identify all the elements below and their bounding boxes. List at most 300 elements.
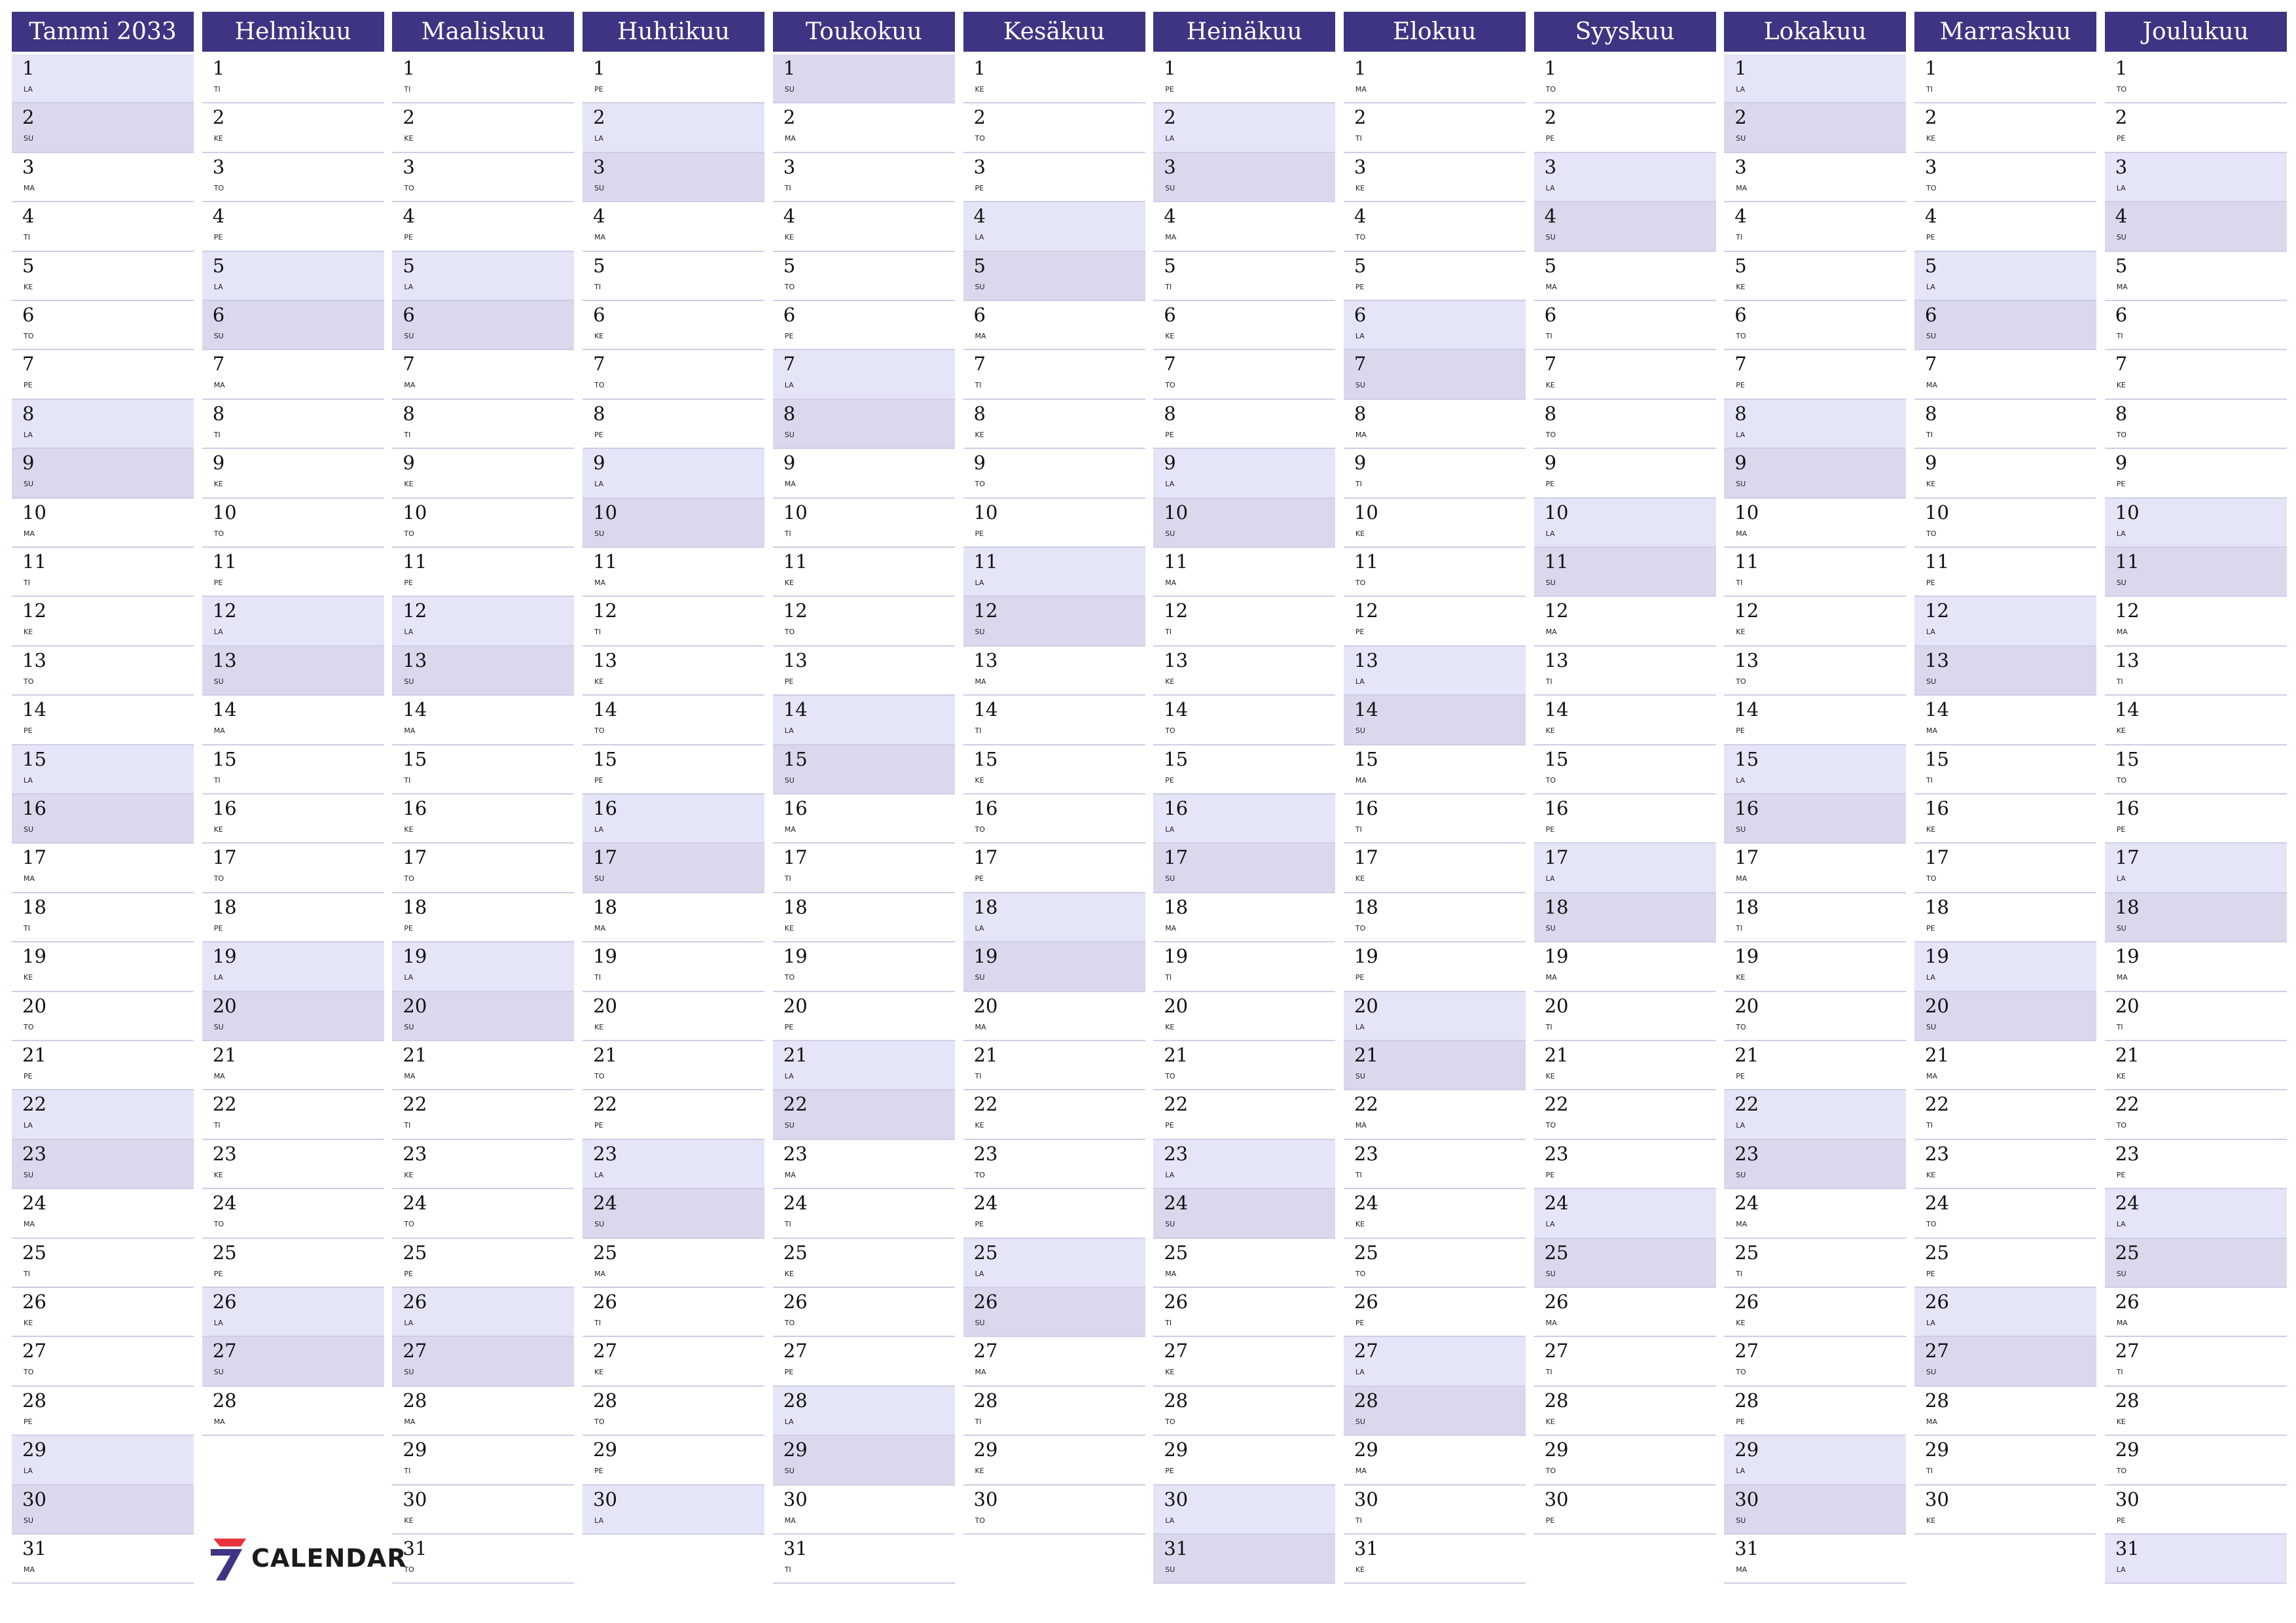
day-number: 7	[22, 353, 35, 376]
day-number: 20	[593, 994, 617, 1017]
day-cell	[1153, 597, 1335, 646]
day-cell	[1724, 942, 1906, 991]
day-cell	[392, 449, 574, 498]
month-title: Tammi 2033	[12, 12, 194, 52]
weekday-label: TI	[1355, 1516, 1362, 1525]
day-number: 12	[2115, 599, 2140, 622]
day-number: 13	[973, 649, 998, 671]
day-number: 25	[973, 1241, 998, 1264]
weekday-label: PE	[404, 579, 413, 587]
weekday-label: LA	[404, 282, 414, 291]
day-cell	[963, 400, 1145, 449]
day-cell	[1153, 499, 1335, 548]
weekday-label: KE	[784, 923, 794, 933]
weekday-label: SU	[1736, 1516, 1746, 1525]
day-number: 12	[1354, 599, 1378, 622]
day-number: 18	[1354, 895, 1378, 918]
day-cell	[963, 597, 1145, 646]
day-cell	[1534, 1090, 1716, 1139]
day-cell	[963, 745, 1145, 794]
weekday-label: MA	[1545, 628, 1557, 637]
day-number: 19	[2115, 945, 2140, 968]
weekday-label: SU	[213, 1022, 224, 1031]
day-number: 1	[212, 57, 225, 79]
weekday-label: PE	[1165, 430, 1174, 439]
weekday-label: LA	[594, 1516, 603, 1525]
day-number: 29	[783, 1438, 808, 1461]
day-cell	[583, 54, 764, 103]
month-title: Heinäkuu	[1153, 12, 1335, 52]
day-cell	[202, 942, 384, 991]
day-number: 22	[973, 1093, 998, 1116]
weekday-label: PE	[24, 1417, 33, 1426]
day-number: 11	[22, 550, 46, 573]
day-number: 11	[1734, 550, 1759, 573]
day-number: 3	[783, 155, 796, 178]
weekday-label: KE	[975, 776, 984, 785]
weekday-label: SU	[2116, 923, 2126, 933]
day-number: 1	[2115, 57, 2128, 79]
weekday-label: TI	[784, 1220, 791, 1229]
day-number: 6	[212, 304, 225, 326]
day-cell	[963, 1337, 1145, 1386]
day-cell	[202, 499, 384, 548]
weekday-label: KE	[1926, 1170, 1936, 1179]
day-number: 11	[403, 550, 427, 573]
weekday-label: SU	[213, 677, 224, 686]
day-number: 17	[22, 846, 46, 869]
day-number: 22	[2115, 1093, 2140, 1116]
day-cell	[2105, 992, 2287, 1041]
weekday-label: TI	[1355, 480, 1362, 489]
day-cell	[1153, 153, 1335, 202]
day-number: 21	[212, 1044, 237, 1066]
day-number: 21	[403, 1044, 427, 1066]
day-number: 5	[403, 254, 415, 277]
day-cell	[392, 1140, 574, 1189]
weekday-label: MA	[404, 726, 416, 736]
day-cell	[1914, 153, 2096, 202]
day-cell	[1344, 1288, 1526, 1337]
weekday-label: KE	[213, 1170, 223, 1179]
day-cell	[773, 696, 955, 745]
day-number: 19	[783, 945, 808, 968]
day-cell	[1914, 893, 2096, 942]
weekday-label: TI	[975, 1072, 982, 1080]
day-number: 27	[22, 1340, 46, 1363]
weekday-label: KE	[1545, 381, 1555, 390]
weekday-label: KE	[594, 332, 604, 340]
weekday-label: KE	[1736, 1319, 1746, 1327]
day-number: 10	[1164, 501, 1189, 524]
day-number: 22	[783, 1093, 808, 1116]
weekday-label: SU	[784, 430, 795, 439]
weekday-label: PE	[784, 1022, 794, 1031]
day-number: 6	[1925, 304, 1937, 326]
day-number: 12	[593, 599, 617, 622]
weekday-label: TI	[594, 973, 601, 982]
day-cell	[773, 202, 955, 251]
day-cell	[1724, 301, 1906, 350]
day-cell	[12, 1189, 194, 1238]
day-number: 4	[1925, 205, 1937, 228]
day-number: 2	[212, 106, 225, 129]
month-column	[202, 12, 384, 1426]
day-number: 23	[783, 1142, 808, 1165]
day-cell	[202, 1239, 384, 1288]
day-cell	[1344, 1189, 1526, 1238]
weekday-label: TI	[213, 1121, 221, 1130]
weekday-label: SU	[1736, 1170, 1746, 1179]
day-cell	[583, 1189, 764, 1238]
weekday-label: MA	[1926, 381, 1938, 390]
weekday-label: LA	[2116, 183, 2126, 192]
day-number: 1	[973, 57, 986, 79]
day-cell	[2105, 745, 2287, 794]
weekday-label: LA	[784, 381, 794, 390]
weekday-label: MA	[1165, 579, 1177, 587]
day-number: 16	[2115, 797, 2140, 819]
day-number: 12	[212, 599, 237, 622]
weekday-label: SU	[1926, 677, 1937, 686]
day-cell	[202, 1337, 384, 1386]
weekday-label: MA	[1355, 430, 1367, 439]
weekday-label: MA	[404, 1417, 416, 1426]
day-cell	[773, 1189, 955, 1238]
day-number: 9	[973, 452, 986, 474]
month-column	[1724, 12, 1906, 1574]
weekday-label: SU	[784, 85, 795, 94]
day-number: 18	[973, 895, 998, 918]
weekday-label: LA	[24, 1121, 33, 1130]
weekday-label: TI	[404, 1467, 411, 1476]
weekday-label: LA	[1165, 1516, 1175, 1525]
weekday-label: TO	[1926, 183, 1937, 192]
weekday-label: TO	[1736, 1368, 1746, 1377]
day-cell	[2105, 548, 2287, 597]
day-cell	[1344, 1041, 1526, 1090]
day-number: 31	[1164, 1537, 1189, 1560]
day-cell	[1344, 992, 1526, 1041]
weekday-label: SU	[24, 1516, 34, 1525]
month-column	[1914, 12, 2096, 1525]
weekday-label: PE	[1355, 282, 1365, 291]
day-cell	[1344, 1337, 1526, 1386]
day-cell	[1344, 400, 1526, 449]
weekday-label: TI	[213, 85, 221, 94]
weekday-label: KE	[1355, 183, 1365, 192]
day-number: 20	[1734, 994, 1759, 1017]
weekday-label: SU	[1165, 874, 1175, 883]
day-number: 19	[212, 945, 237, 968]
weekday-label: PE	[404, 233, 413, 242]
day-cell	[1534, 1041, 1716, 1090]
day-cell	[2105, 301, 2287, 350]
day-cell	[202, 202, 384, 251]
day-number: 28	[1734, 1389, 1759, 1412]
weekday-label: SU	[594, 1220, 605, 1229]
weekday-label: MA	[1165, 233, 1177, 242]
day-cell	[583, 202, 764, 251]
day-number: 6	[22, 304, 35, 326]
day-number: 28	[783, 1389, 808, 1412]
day-number: 5	[2115, 254, 2128, 277]
day-number: 18	[1164, 895, 1189, 918]
day-number: 7	[1925, 353, 1937, 376]
day-cell	[773, 1486, 955, 1535]
day-cell	[1534, 400, 1716, 449]
weekday-label: TI	[594, 1319, 601, 1327]
weekday-label: MA	[594, 233, 606, 242]
day-number: 7	[2115, 353, 2128, 376]
weekday-label: KE	[1736, 628, 1746, 637]
day-cell	[1914, 942, 2096, 991]
weekday-label: TI	[1926, 1467, 1933, 1476]
day-cell	[12, 794, 194, 844]
day-cell	[963, 252, 1145, 301]
day-cell	[202, 1288, 384, 1337]
weekday-label: TO	[594, 1072, 605, 1080]
day-cell	[1153, 1189, 1335, 1238]
day-number: 17	[973, 846, 998, 869]
day-number: 8	[212, 402, 225, 425]
weekday-label: KE	[24, 973, 33, 982]
day-number: 30	[1734, 1488, 1759, 1510]
day-cell	[1914, 794, 2096, 844]
day-number: 11	[2115, 550, 2140, 573]
day-cell	[2105, 54, 2287, 103]
day-cell	[583, 1337, 764, 1386]
day-cell	[1724, 893, 1906, 942]
day-cell	[392, 992, 574, 1041]
day-cell	[963, 794, 1145, 844]
weekday-label: KE	[213, 134, 223, 143]
day-number: 16	[403, 797, 427, 819]
day-cell	[583, 1486, 764, 1535]
weekday-label: TI	[24, 923, 30, 933]
day-number: 4	[1164, 205, 1176, 228]
day-number: 25	[593, 1241, 617, 1264]
day-number: 27	[973, 1340, 998, 1363]
weekday-label: KE	[404, 1516, 414, 1525]
day-cell	[2105, 1239, 2287, 1288]
weekday-label: MA	[1355, 85, 1367, 94]
weekday-label: TI	[975, 1417, 982, 1426]
day-cell	[1724, 794, 1906, 844]
day-cell	[963, 1189, 1145, 1238]
day-number: 21	[1925, 1044, 1949, 1066]
weekday-label: TO	[1165, 1417, 1175, 1426]
weekday-label: PE	[594, 1121, 603, 1130]
weekday-label: PE	[1545, 480, 1555, 489]
day-cell	[773, 54, 955, 103]
weekday-label: TO	[404, 874, 414, 883]
day-cell	[202, 548, 384, 597]
weekday-label: MA	[1355, 1467, 1367, 1476]
weekday-label: LA	[1926, 1319, 1935, 1327]
weekday-label: MA	[975, 677, 986, 686]
day-number: 11	[593, 550, 617, 573]
day-number: 22	[1544, 1093, 1569, 1116]
day-number: 5	[1734, 254, 1747, 277]
day-number: 13	[2115, 649, 2140, 671]
weekday-label: SU	[24, 825, 34, 834]
day-cell	[1914, 1288, 2096, 1337]
weekday-label: PE	[1736, 1072, 1745, 1080]
day-cell	[392, 893, 574, 942]
weekday-label: KE	[1165, 1368, 1175, 1377]
weekday-label: TI	[975, 381, 982, 390]
weekday-label: LA	[1165, 825, 1175, 834]
day-cell	[12, 992, 194, 1041]
day-cell	[202, 1189, 384, 1238]
day-number: 4	[593, 205, 605, 228]
day-cell	[583, 844, 764, 893]
day-number: 10	[22, 501, 46, 524]
weekday-label: MA	[784, 1170, 796, 1179]
day-cell	[583, 597, 764, 646]
day-number: 1	[1925, 57, 1937, 79]
weekday-label: PE	[975, 529, 984, 538]
day-number: 23	[22, 1142, 46, 1165]
weekday-label: TI	[784, 874, 791, 883]
day-cell	[583, 696, 764, 745]
day-cell	[773, 745, 955, 794]
day-cell	[1724, 1189, 1906, 1238]
weekday-label: TO	[784, 973, 795, 982]
weekday-label: MA	[784, 825, 796, 834]
weekday-label: KE	[1545, 1417, 1555, 1426]
weekday-label: TO	[975, 480, 985, 489]
weekday-label: MA	[975, 1368, 986, 1377]
day-cell	[1724, 1090, 1906, 1139]
day-number: 6	[1354, 304, 1367, 326]
day-cell	[2105, 696, 2287, 745]
day-cell	[1914, 1090, 2096, 1139]
day-number: 22	[403, 1093, 427, 1116]
weekday-label: KE	[24, 1319, 33, 1327]
weekday-label: PE	[1736, 1417, 1745, 1426]
day-cell	[773, 1041, 955, 1090]
day-cell	[773, 301, 955, 350]
weekday-label: PE	[1545, 1516, 1555, 1525]
weekday-label: KE	[2116, 1072, 2126, 1080]
day-cell	[1914, 202, 2096, 251]
weekday-label: TI	[1926, 430, 1933, 439]
day-number: 19	[973, 945, 998, 968]
day-number: 30	[1544, 1488, 1569, 1510]
weekday-label: LA	[594, 825, 603, 834]
weekday-label: LA	[1926, 282, 1935, 291]
day-number: 22	[1734, 1093, 1759, 1116]
day-cell	[392, 844, 574, 893]
day-number: 31	[2115, 1537, 2140, 1560]
day-cell	[963, 1140, 1145, 1189]
day-number: 23	[1544, 1142, 1569, 1165]
day-cell	[1534, 893, 1716, 942]
day-cell	[1344, 202, 1526, 251]
day-cell	[963, 1436, 1145, 1485]
day-number: 15	[1925, 747, 1949, 770]
day-cell	[583, 745, 764, 794]
day-cell	[1344, 794, 1526, 844]
weekday-label: KE	[2116, 726, 2126, 736]
day-number: 19	[593, 945, 617, 968]
day-cell	[773, 252, 955, 301]
weekday-label: TO	[213, 1220, 224, 1229]
day-number: 14	[212, 698, 237, 721]
weekday-label: LA	[1165, 480, 1175, 489]
weekday-label: PE	[784, 677, 794, 686]
day-cell	[1724, 103, 1906, 152]
day-number: 9	[403, 452, 415, 474]
day-number: 6	[2115, 304, 2128, 326]
day-number: 11	[973, 550, 998, 573]
day-number: 15	[593, 747, 617, 770]
day-cell	[12, 54, 194, 103]
weekday-label: KE	[1355, 874, 1365, 883]
day-number: 19	[1164, 945, 1189, 968]
day-cell	[12, 499, 194, 548]
day-cell	[12, 1041, 194, 1090]
day-cell	[583, 1140, 764, 1189]
weekday-label: LA	[2116, 529, 2126, 538]
day-cell	[1724, 548, 1906, 597]
day-cell	[202, 696, 384, 745]
day-cell	[2105, 1189, 2287, 1238]
day-number: 3	[22, 155, 35, 178]
day-number: 10	[1354, 501, 1378, 524]
day-cell	[202, 1090, 384, 1139]
day-number: 31	[403, 1537, 427, 1560]
day-cell	[1724, 202, 1906, 251]
weekday-label: SU	[404, 677, 414, 686]
day-cell	[202, 301, 384, 350]
weekday-label: MA	[594, 579, 606, 587]
day-cell	[12, 1387, 194, 1436]
day-cell	[773, 1288, 955, 1337]
day-cell	[1914, 745, 2096, 794]
weekday-label: PE	[975, 874, 984, 883]
day-number: 26	[212, 1291, 237, 1313]
day-number: 5	[593, 254, 605, 277]
weekday-label: PE	[1926, 923, 1935, 933]
day-cell	[1914, 548, 2096, 597]
day-number: 15	[2115, 747, 2140, 770]
day-number: 3	[1544, 155, 1557, 178]
day-cell	[202, 103, 384, 152]
day-number: 12	[1925, 599, 1949, 622]
day-number: 13	[22, 649, 46, 671]
weekday-label: LA	[784, 726, 794, 736]
brand-logo	[208, 1535, 406, 1582]
day-cell	[1724, 647, 1906, 696]
day-cell	[963, 449, 1145, 498]
day-cell	[963, 548, 1145, 597]
day-cell	[773, 1535, 955, 1584]
day-number: 8	[22, 402, 35, 425]
day-number: 24	[1734, 1192, 1759, 1215]
day-number: 13	[1925, 649, 1949, 671]
weekday-label: TO	[24, 1022, 34, 1031]
weekday-label: TI	[24, 233, 30, 242]
weekday-label: TO	[404, 529, 414, 538]
weekday-label: LA	[1355, 1368, 1365, 1377]
day-number: 23	[593, 1142, 617, 1165]
day-cell	[1534, 54, 1716, 103]
day-number: 2	[22, 106, 35, 129]
weekday-label: PE	[213, 1269, 223, 1278]
